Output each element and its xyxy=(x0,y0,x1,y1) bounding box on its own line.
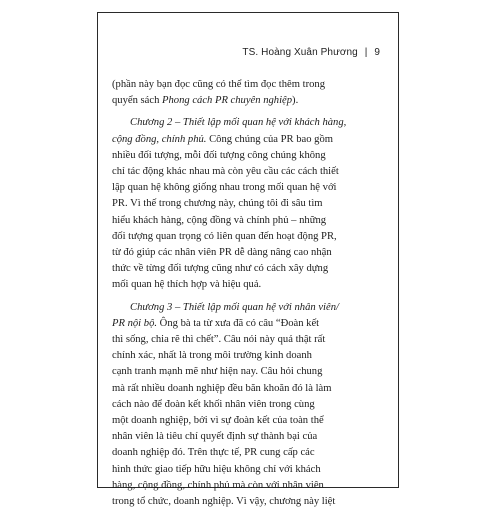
text-run: một doanh nghiệp, bởi vì sự đoàn kết của toàn thể xyxy=(112,415,324,427)
text-run: trong tổ chức, doanh nghiệp. Vì vậy, chương này liệt xyxy=(112,496,336,508)
text-run: từ đó giúp các nhân viên PR dễ dàng nâng cao nhận xyxy=(112,247,332,259)
italic-text-run: Chương 3 – Thiết lập mối quan hệ với nhân viên/ xyxy=(130,301,339,313)
italic-text-run: Chương 2 – Thiết lập mối quan hệ với khách hàng, xyxy=(130,117,347,129)
text-run: nhân viên là tiêu chí quyết định sự thành bại của xyxy=(112,431,318,443)
text-run: chính xác, nhất là trong môi trường kinh doanh xyxy=(112,350,312,362)
text-run: mối quan hệ thích hợp và hiệu quả. xyxy=(112,279,262,291)
text-line xyxy=(112,429,388,445)
text-line xyxy=(112,478,388,494)
text-line xyxy=(112,300,388,316)
text-run: Ông bà ta từ xưa đã có câu “Đoàn kết xyxy=(157,317,320,329)
text-line xyxy=(112,132,388,148)
text-run: chỉ tác động khác nhau mà còn yêu cầu các cách thiết xyxy=(112,166,339,178)
text-line xyxy=(112,115,388,131)
text-line xyxy=(112,397,388,413)
text-run: ). xyxy=(292,95,299,107)
italic-text-run: cộng đồng, chính phủ. xyxy=(112,133,207,145)
text-run: hàng, cộng đồng, chính phủ mà còn với nhân viên xyxy=(112,479,324,491)
text-line xyxy=(112,93,388,109)
text-run: quyển sách xyxy=(112,95,163,107)
text-line xyxy=(112,148,388,164)
text-line xyxy=(112,229,388,245)
text-line xyxy=(112,445,388,461)
text-run: doanh nghiệp đó. Trên thực tế, PR cung cấp các xyxy=(112,447,315,459)
text-line xyxy=(112,332,388,348)
text-run: mà rất nhiều doanh nghiệp đều băn khoăn đó là làm xyxy=(112,382,332,394)
text-line xyxy=(112,164,388,180)
body-text xyxy=(112,77,388,510)
text-line xyxy=(112,196,388,212)
text-run: PR. Vì thế trong chương này, chúng tôi đi sâu tìm xyxy=(112,198,323,210)
text-line xyxy=(112,213,388,229)
text-run: cách nào để đoàn kết khối nhân viên trong cùng xyxy=(112,398,315,410)
page-number: 9 xyxy=(374,47,380,58)
text-line xyxy=(112,245,388,261)
header-separator: | xyxy=(364,47,368,58)
text-run: đối tượng quan trọng có liên quan đến hoạt động PR, xyxy=(112,230,337,242)
text-line xyxy=(112,277,388,293)
text-line xyxy=(112,462,388,478)
text-line xyxy=(112,261,388,277)
page-header xyxy=(242,47,380,58)
text-run: nhiều đối tượng, mỗi đối tượng công chúng không xyxy=(112,149,326,161)
book-page xyxy=(97,12,399,508)
text-run: (phần này bạn đọc cũng có thể tìm đọc thêm trong xyxy=(112,79,325,90)
text-line xyxy=(112,77,388,93)
header-author: TS. Hoàng Xuân Phương xyxy=(242,47,358,58)
text-run: cạnh tranh mạnh mẽ như hiện nay. Câu hỏi chung xyxy=(112,366,323,378)
text-run: hình thức giao tiếp hữu hiệu không chỉ với khách xyxy=(112,463,321,475)
text-run: thì sống, chia rẽ thì chết”. Câu nói này quả thật rất xyxy=(112,334,326,346)
italic-text-run: Phong cách PR chuyên nghiệp xyxy=(162,95,293,107)
text-line xyxy=(112,180,388,196)
text-line xyxy=(112,316,388,332)
text-line xyxy=(112,494,388,510)
text-line xyxy=(112,413,388,429)
text-run: lập quan hệ không giống nhau trong mối quan hệ với xyxy=(112,182,337,194)
text-line xyxy=(112,381,388,397)
text-run: hiểu khách hàng, cộng đồng và chính phủ – những xyxy=(112,214,327,226)
text-run: Công chúng của PR bao gồm xyxy=(206,133,333,145)
text-run: thức về từng đối tượng cũng như có cách xây dựng xyxy=(112,263,329,275)
text-line xyxy=(112,348,388,364)
text-line xyxy=(112,364,388,380)
italic-text-run: PR nội bộ. xyxy=(112,317,158,329)
